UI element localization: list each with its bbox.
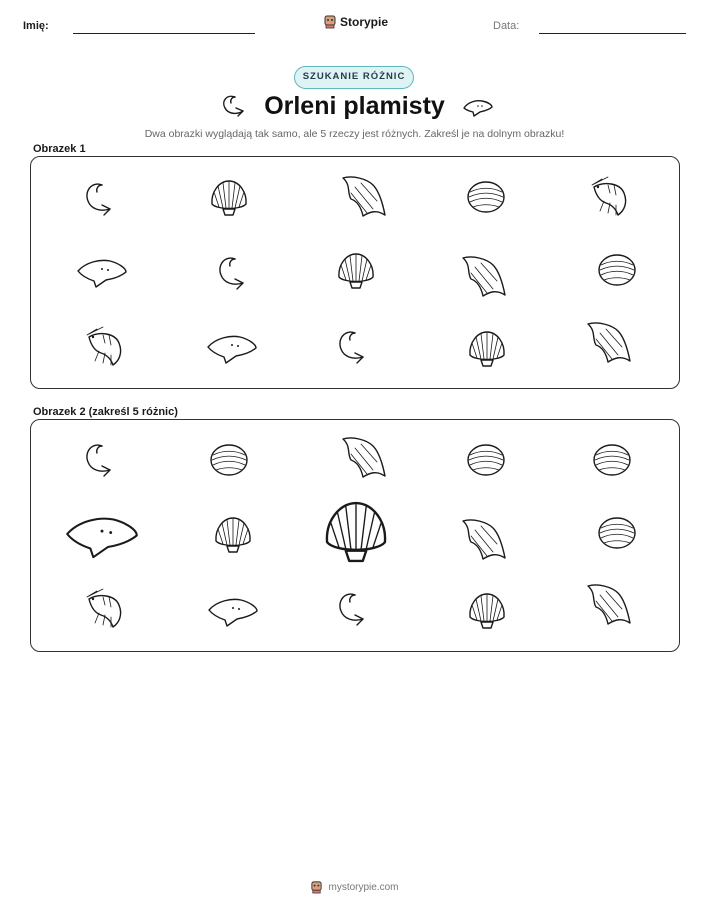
fish-tail-icon bbox=[463, 257, 505, 296]
fish-tail-icon bbox=[463, 520, 505, 559]
fish-tail-icon bbox=[588, 585, 630, 624]
scallop-icon bbox=[339, 254, 373, 288]
clam-icon bbox=[211, 445, 247, 475]
date-line[interactable] bbox=[539, 33, 686, 34]
stingray-icon bbox=[462, 96, 494, 118]
shrimp-icon bbox=[87, 327, 121, 365]
fish-tail-icon bbox=[343, 177, 385, 216]
name-label: Imię: bbox=[23, 20, 49, 32]
scallop-icon bbox=[216, 518, 250, 552]
picture-1-label: Obrazek 1 bbox=[33, 143, 86, 155]
page-title: Orleni plamisty bbox=[264, 92, 445, 120]
shrimp-icon bbox=[592, 177, 626, 215]
fish-tail-icon bbox=[588, 323, 630, 362]
scallop-icon bbox=[470, 332, 504, 366]
hook-icon bbox=[220, 258, 243, 289]
picture-2-canvas bbox=[31, 420, 681, 653]
fish-tail-icon bbox=[343, 438, 385, 477]
picture-1-panel bbox=[30, 156, 680, 389]
hook-icon bbox=[340, 594, 363, 625]
clam-icon bbox=[599, 255, 635, 285]
picture-2-label: Obrazek 2 (zakreśl 5 różnic) bbox=[33, 406, 178, 418]
picture-1-canvas bbox=[31, 157, 681, 390]
hook-icon bbox=[87, 445, 110, 476]
stingray-icon bbox=[67, 519, 137, 558]
stingray-icon bbox=[209, 599, 257, 626]
pie-mascot-icon bbox=[310, 880, 323, 894]
hook-icon bbox=[87, 184, 110, 215]
stingray-icon bbox=[78, 260, 126, 287]
clam-icon bbox=[594, 445, 630, 475]
clam-icon bbox=[468, 182, 504, 212]
instructions: Dwa obrazki wyglądają tak samo, ale 5 rzeczy jest różnych. Zakreśl je na dolnym obrazku! bbox=[144, 128, 565, 140]
pie-mascot-icon bbox=[323, 14, 337, 29]
brand-logo bbox=[323, 14, 388, 29]
name-line[interactable] bbox=[73, 33, 255, 34]
footer bbox=[0, 880, 709, 894]
brand-name: Storypie bbox=[340, 14, 389, 29]
scallop-icon bbox=[212, 181, 246, 215]
clam-icon bbox=[468, 445, 504, 475]
footer-url[interactable]: mystorypie.com bbox=[328, 881, 399, 893]
stingray-icon bbox=[208, 336, 256, 363]
scallop-icon bbox=[470, 594, 504, 628]
shrimp-icon bbox=[87, 589, 121, 627]
hook-icon bbox=[340, 332, 363, 363]
category-badge: SZUKANIE RÓŻNIC bbox=[294, 66, 414, 89]
picture-2-panel[interactable] bbox=[30, 419, 680, 652]
date-label: Data: bbox=[493, 20, 520, 32]
clam-icon bbox=[599, 518, 635, 548]
scallop-icon bbox=[327, 503, 385, 561]
